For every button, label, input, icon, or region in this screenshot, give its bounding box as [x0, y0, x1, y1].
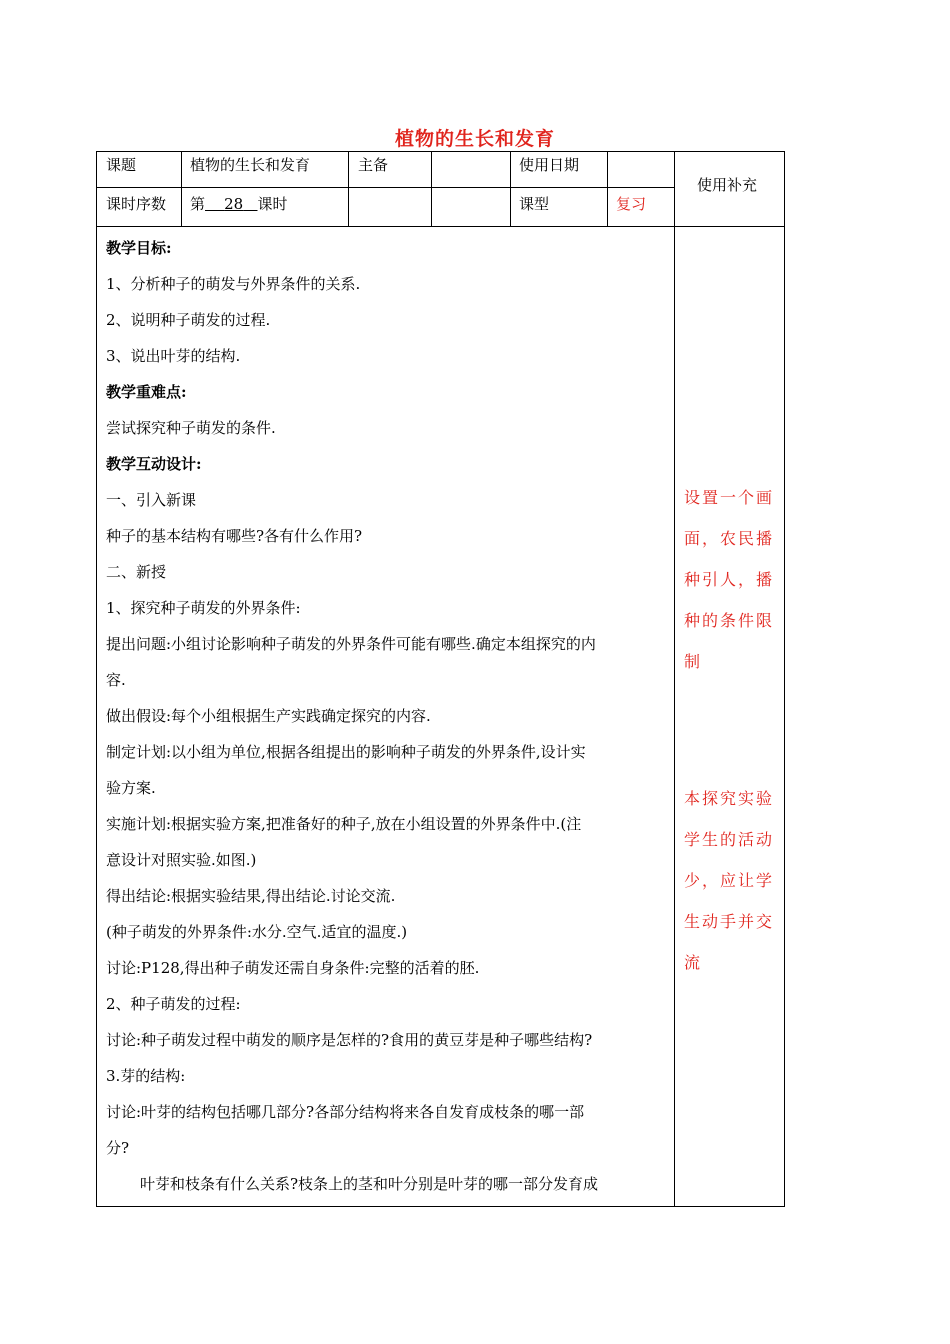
side-note-line: 设置一个画 [684, 488, 775, 507]
side-note-line: 学生的活动 [684, 830, 775, 849]
body-line: 实施计划:根据实验方案,把准备好的种子,放在小组设置的外界条件中.(注 [106, 815, 582, 833]
body-line: 尝试探究种子萌发的条件. [106, 419, 276, 437]
section-heading: 教学重难点: [106, 383, 187, 401]
body-line: 讨论:叶芽的结构包括哪几部分?各部分结构将来各自发育成枝条的哪一部 [106, 1103, 585, 1121]
side-note-line: 面，农民播 [684, 529, 775, 548]
body-line: 讨论:种子萌发过程中萌发的顺序是怎样的?食用的黄豆芽是种子哪些结构? [106, 1031, 593, 1049]
body-line: 得出结论:根据实验结果,得出结论.讨论交流. [106, 887, 396, 905]
header-date-label: 使用日期 [519, 156, 580, 174]
side-note-line: 少，应让学 [684, 871, 775, 890]
body-line: 容. [106, 671, 126, 689]
body-line: 二、新授 [106, 563, 167, 581]
body-line: 叶芽和枝条有什么关系?枝条上的茎和叶分别是叶芽的哪一部分发育成 [140, 1175, 599, 1193]
col-divider [510, 151, 511, 226]
col-divider [348, 151, 349, 226]
body-line: 分? [106, 1139, 130, 1157]
lesson-body [106, 230, 670, 1202]
header-period-label: 课时序数 [106, 195, 167, 213]
period-prefix: 第 [190, 195, 206, 213]
section-heading: 教学互动设计: [106, 455, 202, 473]
body-line: 2、种子萌发的过程: [106, 995, 241, 1013]
header-supplement-label: 使用补充 [697, 176, 758, 194]
header-subject-label: 课题 [106, 156, 137, 174]
col-divider [607, 151, 608, 226]
period-number: 28 [224, 195, 244, 213]
header-subject-value: 植物的生长和发育 [190, 156, 311, 174]
body-line: 1、分析种子的萌发与外界条件的关系. [106, 275, 361, 293]
header-author-label: 主备 [358, 156, 389, 174]
side-note-experiment [684, 778, 780, 983]
body-line: (种子萌发的外界条件:水分.空气.适宜的温度.) [106, 923, 408, 941]
body-line: 讨论:P128,得出种子萌发还需自身条件:完整的活着的胚. [106, 959, 480, 977]
side-note-intro [684, 477, 780, 682]
header-period-value [190, 193, 288, 214]
side-note-line: 种的条件限 [684, 611, 775, 630]
row-divider [96, 226, 785, 227]
header-type-label: 课型 [519, 195, 550, 213]
body-line: 3.芽的结构: [106, 1067, 186, 1085]
side-note-line: 流 [684, 953, 703, 972]
body-line: 验方案. [106, 779, 156, 797]
body-line: 2、说明种子萌发的过程. [106, 311, 271, 329]
side-note-line: 本探究实验 [684, 789, 775, 808]
side-note-line: 制 [684, 652, 703, 671]
col-divider [181, 151, 182, 226]
body-line: 一、引入新课 [106, 491, 197, 509]
document-title: 植物的生长和发育 [394, 128, 555, 150]
body-line: 做出假设:每个小组根据生产实践确定探究的内容. [106, 707, 431, 725]
side-note-line: 生动手并交 [684, 912, 775, 931]
body-line: 种子的基本结构有哪些?各有什么作用? [106, 527, 363, 545]
body-line: 1、探究种子萌发的外界条件: [106, 599, 301, 617]
body-line: 制定计划:以小组为单位,根据各组提出的影响种子萌发的外界条件,设计实 [106, 743, 586, 761]
header-type-value: 复习 [616, 195, 647, 213]
period-suffix: 课时 [257, 195, 288, 213]
col-divider [674, 151, 675, 1207]
side-note-line: 种引人，播 [684, 570, 775, 589]
section-heading: 教学目标: [106, 239, 172, 257]
body-line: 意设计对照实验.如图.) [106, 851, 257, 869]
row-divider [96, 187, 674, 188]
col-divider [431, 151, 432, 226]
body-line: 提出问题:小组讨论影响种子萌发的外界条件可能有哪些.确定本组探究的内 [106, 635, 596, 653]
body-line: 3、说出叶芽的结构. [106, 347, 241, 365]
